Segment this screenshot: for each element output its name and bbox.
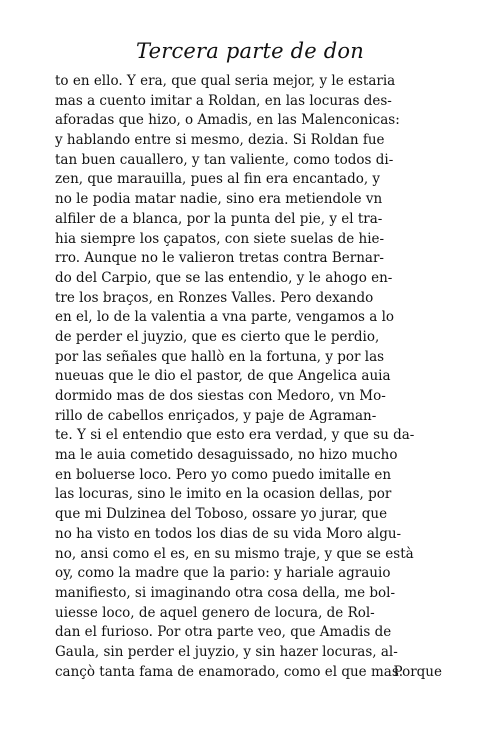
- text-line: oy, como la madre que la pario: y hariale agrauio: [55, 565, 391, 582]
- running-head: Tercera parte de don: [136, 39, 364, 63]
- text-line: te. Y si el entendio que esto era verdad, y que su da-: [55, 427, 415, 444]
- text-line: no, ansi como el es, en su mismo traje, y que se està: [55, 545, 414, 562]
- text-line: las locuras, sino le imito en la ocasion dellas, por: [55, 486, 392, 503]
- text-line: de perder el juyzio, que es cierto que le perdio,: [55, 328, 380, 345]
- text-line: hia siempre los çapatos, con siete suelas de hie-: [55, 230, 385, 247]
- text-line: aforadas que hizo, o Amadis, en las Malenconicas:: [55, 112, 400, 129]
- text-line: rro. Aunque no le valieron tretas contra Bernar-: [55, 250, 384, 267]
- text-line: tan buen cauallero, y tan valiente, como todos di-: [55, 151, 394, 168]
- text-line: por las señales que hallò en la fortuna, y por las: [55, 348, 385, 365]
- text-line: alfiler de a blanca, por la punta del pie, y el tra-: [55, 210, 383, 227]
- catchword: Porque: [393, 664, 442, 680]
- text-line: rillo de cabellos enriçados, y paje de Agraman-: [55, 407, 377, 424]
- text-line: Gaula, sin perder el juyzio, y sin hazer locuras, al-: [55, 643, 398, 660]
- text-line: en el, lo de la valentia a vna parte, vengamos a lo: [55, 309, 395, 326]
- text-line: que mi Dulzinea del Toboso, ossare yo jurar, que: [55, 506, 388, 523]
- text-line: tre los braços, en Ronzes Valles. Pero dexando: [55, 289, 374, 306]
- text-line: mas a cuento imitar a Roldan, en las locuras des-: [55, 92, 392, 109]
- text-line: y hablando entre si mesmo, dezia. Si Roldan fue: [55, 132, 385, 149]
- text-line: uiesse loco, de aquel genero de locura, de Rol-: [55, 604, 375, 621]
- text-line: no le podia matar nadie, sino era metiendole vn: [55, 191, 383, 208]
- text-line: do del Carpio, que se las entendio, y le ahogo en-: [55, 269, 393, 286]
- body-text: [55, 72, 445, 682]
- text-line: ma le auia cometido desaguissado, no hizo mucho: [55, 447, 398, 464]
- text-line: dan el furioso. Por otra parte veo, que Amadis de: [55, 624, 392, 641]
- text-line: zen, que marauilla, pues al fin era encantado, y: [55, 171, 381, 188]
- text-line: cançò tanta fama de enamorado, como el que mas.: [55, 663, 404, 680]
- text-line: to en ello. Y era, que qual seria mejor, y le estaria: [55, 73, 396, 89]
- text-line: dormido mas de dos siestas con Medoro, vn Mo-: [55, 388, 386, 404]
- text-line: manifiesto, si imaginando otra cosa della, me bol-: [55, 584, 396, 601]
- text-line: en boluerse loco. Pero yo como puedo imitalle en: [55, 466, 392, 483]
- text-line: no ha visto en todos los dias de su vida Moro algu-: [55, 525, 402, 542]
- text-line: nueuas que le dio el pastor, de que Angelica auia: [55, 368, 391, 385]
